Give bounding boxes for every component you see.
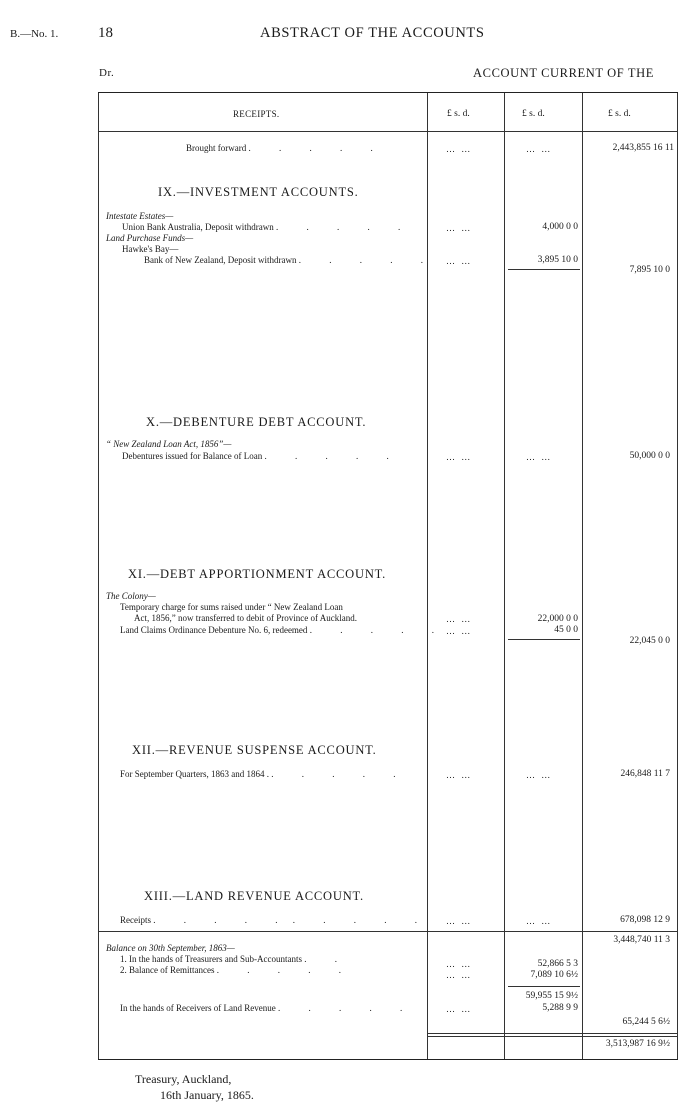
debit-label: Dr.	[99, 67, 115, 79]
remittances-amount: 7,089 10 6½	[530, 970, 578, 980]
brought-forward-label: Brought forward . . . . .	[186, 143, 386, 153]
document-reference: B.—No. 1.	[10, 28, 59, 40]
intestate-estates-label: Intestate Estates—	[106, 211, 174, 221]
empty-cell: … …	[526, 144, 553, 154]
empty-cell: … …	[446, 144, 473, 154]
total-rule	[427, 1036, 678, 1037]
remittances-line: 2. Balance of Remittances . . . . .	[120, 965, 354, 975]
grand-total: 3,513,987 16 9½	[605, 1039, 670, 1049]
empty-cell: … …	[446, 626, 473, 636]
bank-nz-amount: 3,895 10 0	[537, 255, 578, 265]
empty-cell: … …	[526, 770, 553, 780]
receipts-column-header: RECEIPTS.	[233, 109, 280, 119]
receivers-line: In the hands of Receivers of Land Revenue . . . . .	[120, 1003, 416, 1013]
suspense-total: 246,848 11 7	[620, 769, 670, 779]
treasurers-amount: 52,866 5 3	[537, 959, 578, 969]
lsd-column-header-1: £ s. d.	[447, 109, 470, 119]
apportionment-total: 22,045 0 0	[629, 636, 670, 646]
account-title: ACCOUNT CURRENT OF THE	[473, 66, 654, 80]
bank-nz-line: Bank of New Zealand, Deposit withdrawn . . . . .	[144, 255, 436, 265]
section-heading-debenture: X.—DEBENTURE DEBT ACCOUNT.	[146, 415, 367, 429]
land-revenue-receipts-line: Receipts . . . . . . . . . .	[120, 915, 430, 925]
sum-rule	[508, 269, 580, 270]
empty-cell: … …	[446, 770, 473, 780]
balance-total: 65,244 5 6½	[622, 1017, 670, 1027]
empty-cell: … …	[526, 452, 553, 462]
brought-forward-total: 2,443,855 16 11	[612, 143, 674, 153]
column-rule	[504, 93, 505, 1059]
section-rule	[98, 931, 678, 932]
header-rule	[98, 131, 678, 132]
column-rule	[98, 93, 99, 1059]
union-bank-line: Union Bank Australia, Deposit withdrawn . . . . .	[122, 222, 414, 232]
total-rule	[427, 1033, 678, 1034]
colony-label: The Colony—	[106, 591, 156, 601]
running-total: 3,448,740 11 3	[613, 935, 670, 945]
empty-cell: … …	[446, 1004, 473, 1014]
page-number: 18	[98, 25, 113, 41]
lsd-column-header-2: £ s. d.	[522, 109, 545, 119]
page-title: ABSTRACT OF THE ACCOUNTS	[260, 25, 485, 41]
balance-label: Balance on 30th September, 1863—	[106, 943, 235, 953]
september-quarters-line: For September Quarters, 1863 and 1864 . . . . . .	[120, 769, 409, 779]
land-purchase-label: Land Purchase Funds—	[106, 233, 194, 243]
hawkes-bay-label: Hawke's Bay—	[122, 244, 179, 254]
loan-act-label: “ New Zealand Loan Act, 1856”—	[106, 439, 232, 449]
investment-total: 7,895 10 0	[629, 265, 670, 275]
debenture-total: 50,000 0 0	[629, 451, 670, 461]
column-rule	[582, 93, 583, 1059]
sum-rule	[508, 639, 580, 640]
land-claims-line: Land Claims Ordinance Debenture No. 6, redeemed . . . . .	[120, 625, 447, 635]
section-heading-investment: IX.—INVESTMENT ACCOUNTS.	[158, 185, 359, 199]
debentures-line: Debentures issued for Balance of Loan . . . . .	[122, 451, 402, 461]
land-claims-amount: 45 0 0	[554, 625, 578, 635]
empty-cell: … …	[446, 223, 473, 233]
receivers-amount: 5,288 9 9	[542, 1003, 578, 1013]
footer-date: 16th January, 1865.	[160, 1088, 254, 1102]
empty-cell: … …	[446, 256, 473, 266]
lsd-column-header-3: £ s. d.	[608, 109, 631, 119]
section-heading-suspense: XII.—REVENUE SUSPENSE ACCOUNT.	[132, 743, 377, 757]
treasurers-line: 1. In the hands of Treasurers and Sub-Accountants . .	[120, 954, 350, 964]
empty-cell: … …	[526, 916, 553, 926]
land-revenue-total: 678,098 12 9	[620, 915, 670, 925]
empty-cell: … …	[446, 614, 473, 624]
footer-place: Treasury, Auckland,	[135, 1072, 232, 1086]
union-bank-amount: 4,000 0 0	[542, 222, 578, 232]
temporary-charge-line-1: Temporary charge for sums raised under “ New Zealand Loan	[120, 602, 343, 612]
balance-subtotal: 59,955 15 9½	[525, 991, 578, 1001]
empty-cell: … …	[446, 916, 473, 926]
empty-cell: … …	[446, 970, 473, 980]
column-rule	[677, 93, 678, 1059]
temporary-charge-amount: 22,000 0 0	[537, 614, 578, 624]
empty-cell: … …	[446, 452, 473, 462]
ledger-table	[98, 92, 678, 1060]
empty-cell: … …	[446, 959, 473, 969]
section-heading-land-revenue: XIII.—LAND REVENUE ACCOUNT.	[144, 889, 364, 903]
section-heading-apportionment: XI.—DEBT APPORTIONMENT ACCOUNT.	[128, 567, 387, 581]
temporary-charge-line-2: Act, 1856,” now transferred to debit of Province of Auckland.	[134, 613, 357, 623]
sum-rule	[508, 986, 580, 987]
